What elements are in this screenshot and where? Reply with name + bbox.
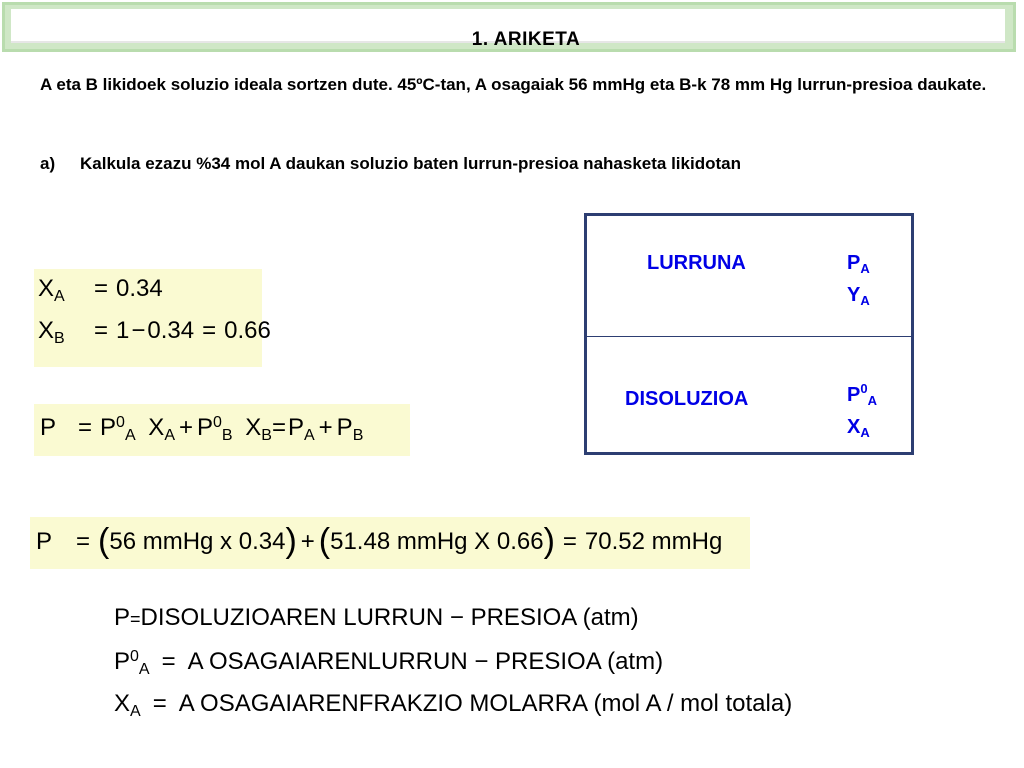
plus-sign: +: [178, 414, 193, 441]
xb-subtrahend: 0.34: [147, 317, 195, 344]
term-b: 51.48 mmHg X 0.66: [330, 528, 544, 555]
task-label: a): [40, 154, 56, 173]
xa-value: 0.34: [116, 275, 163, 302]
xb-symbol: X: [38, 317, 55, 344]
subscript-a: A: [303, 427, 315, 444]
xa-subscript: A: [54, 288, 65, 305]
definition-text: A OSAGAIARENLURRUN − PRESIOA (atm): [187, 648, 664, 675]
definition-text: A OSAGAIARENFRAKZIO MOLARRA (mol A / mol totala): [178, 690, 793, 717]
problem-statement: A eta B likidoek soluzio ideala sortzen dute. 45ºC-tan, A osagaiak 56 mmHg eta B-k 78 mm Hg lurrun-presioa daukate.: [40, 75, 987, 94]
page-title: 1. ARIKETA: [471, 29, 581, 50]
subscript-b: B: [261, 427, 272, 444]
p0a-symbol: P: [100, 414, 117, 441]
title-panel: [11, 9, 1005, 50]
superscript-zero: 0: [130, 648, 139, 665]
plus-sign: +: [300, 528, 315, 555]
equals-sign: =: [78, 414, 93, 441]
p-symbol: P: [114, 604, 131, 631]
title-banner: [2, 2, 1016, 52]
total-pressure-symbol: P: [36, 528, 53, 555]
right-paren: ): [543, 522, 555, 560]
equals-sign: =: [202, 317, 217, 344]
superscript-zero: 0: [116, 414, 125, 431]
subscript-b: B: [352, 427, 364, 444]
equals-sign: =: [562, 528, 577, 555]
definition-p0a: [114, 648, 663, 679]
xa-equation: [38, 275, 163, 306]
pa-symbol: P: [287, 414, 304, 441]
calculation-box: [30, 517, 750, 569]
total-pressure-symbol: P: [40, 414, 57, 441]
xb-symbol: X: [245, 414, 262, 441]
subscript-a: A: [860, 293, 870, 308]
subscript-a: A: [860, 425, 870, 440]
xa-symbol: X: [38, 275, 55, 302]
subscript-a: A: [867, 393, 877, 408]
equals-sign: =: [161, 648, 176, 675]
p0a-symbol: P: [114, 648, 131, 675]
phase-divider: [587, 336, 911, 337]
calculation-equation: [36, 522, 722, 561]
equals-sign: =: [94, 317, 109, 344]
xb-one: 1: [116, 317, 130, 344]
equals-sign: =: [76, 528, 91, 555]
right-paren: ): [285, 522, 297, 560]
liquid-symbols: [847, 376, 877, 446]
definition-xa: [114, 690, 792, 721]
subscript-a: A: [860, 261, 870, 276]
xb-subscript: B: [54, 330, 65, 347]
vapor-label: LURRUNA: [647, 252, 746, 274]
definition-text: DISOLUZIOAREN LURRUN − PRESIOA (atm): [140, 604, 639, 631]
superscript-zero: 0: [213, 414, 222, 431]
subscript-b: B: [221, 427, 233, 444]
pa-symbol: P: [847, 252, 861, 274]
xb-value: 0.66: [224, 317, 271, 344]
xa-symbol: X: [114, 690, 131, 717]
xa-symbol: X: [847, 416, 861, 438]
vapor-symbols: [847, 250, 870, 314]
equals-sign: =: [94, 275, 109, 302]
xb-equation: [38, 317, 271, 348]
ya-symbol: Y: [847, 284, 861, 306]
definition-p: [114, 604, 639, 632]
phase-diagram: [584, 213, 914, 455]
subscript-a: A: [164, 427, 175, 444]
plus-sign: +: [318, 414, 333, 441]
raoult-law-box: [34, 404, 410, 456]
mole-fraction-box: [34, 269, 271, 367]
superscript-zero: 0: [860, 381, 868, 396]
p0b-symbol: P: [197, 414, 214, 441]
p0a-symbol: P: [847, 384, 861, 406]
left-paren: (: [98, 522, 110, 560]
subscript-a: A: [138, 661, 150, 678]
equals-sign: =: [152, 690, 167, 717]
result-value: 70.52 mmHg: [584, 528, 723, 555]
raoult-equation: [40, 414, 363, 445]
equals-sign: =: [130, 609, 141, 629]
liquid-label: DISOLUZIOA: [625, 388, 749, 410]
subscript-a: A: [124, 427, 136, 444]
xa-symbol: X: [148, 414, 165, 441]
task-text: Kalkula ezazu %34 mol A daukan soluzio baten lurrun-presioa nahasketa likidotan: [80, 154, 741, 173]
equals-sign: =: [271, 414, 286, 441]
term-a: 56 mmHg x 0.34: [109, 528, 286, 555]
minus-sign: −: [131, 317, 146, 344]
subscript-a: A: [130, 703, 141, 720]
pb-symbol: P: [336, 414, 353, 441]
left-paren: (: [318, 522, 331, 560]
task-a: [40, 154, 990, 174]
